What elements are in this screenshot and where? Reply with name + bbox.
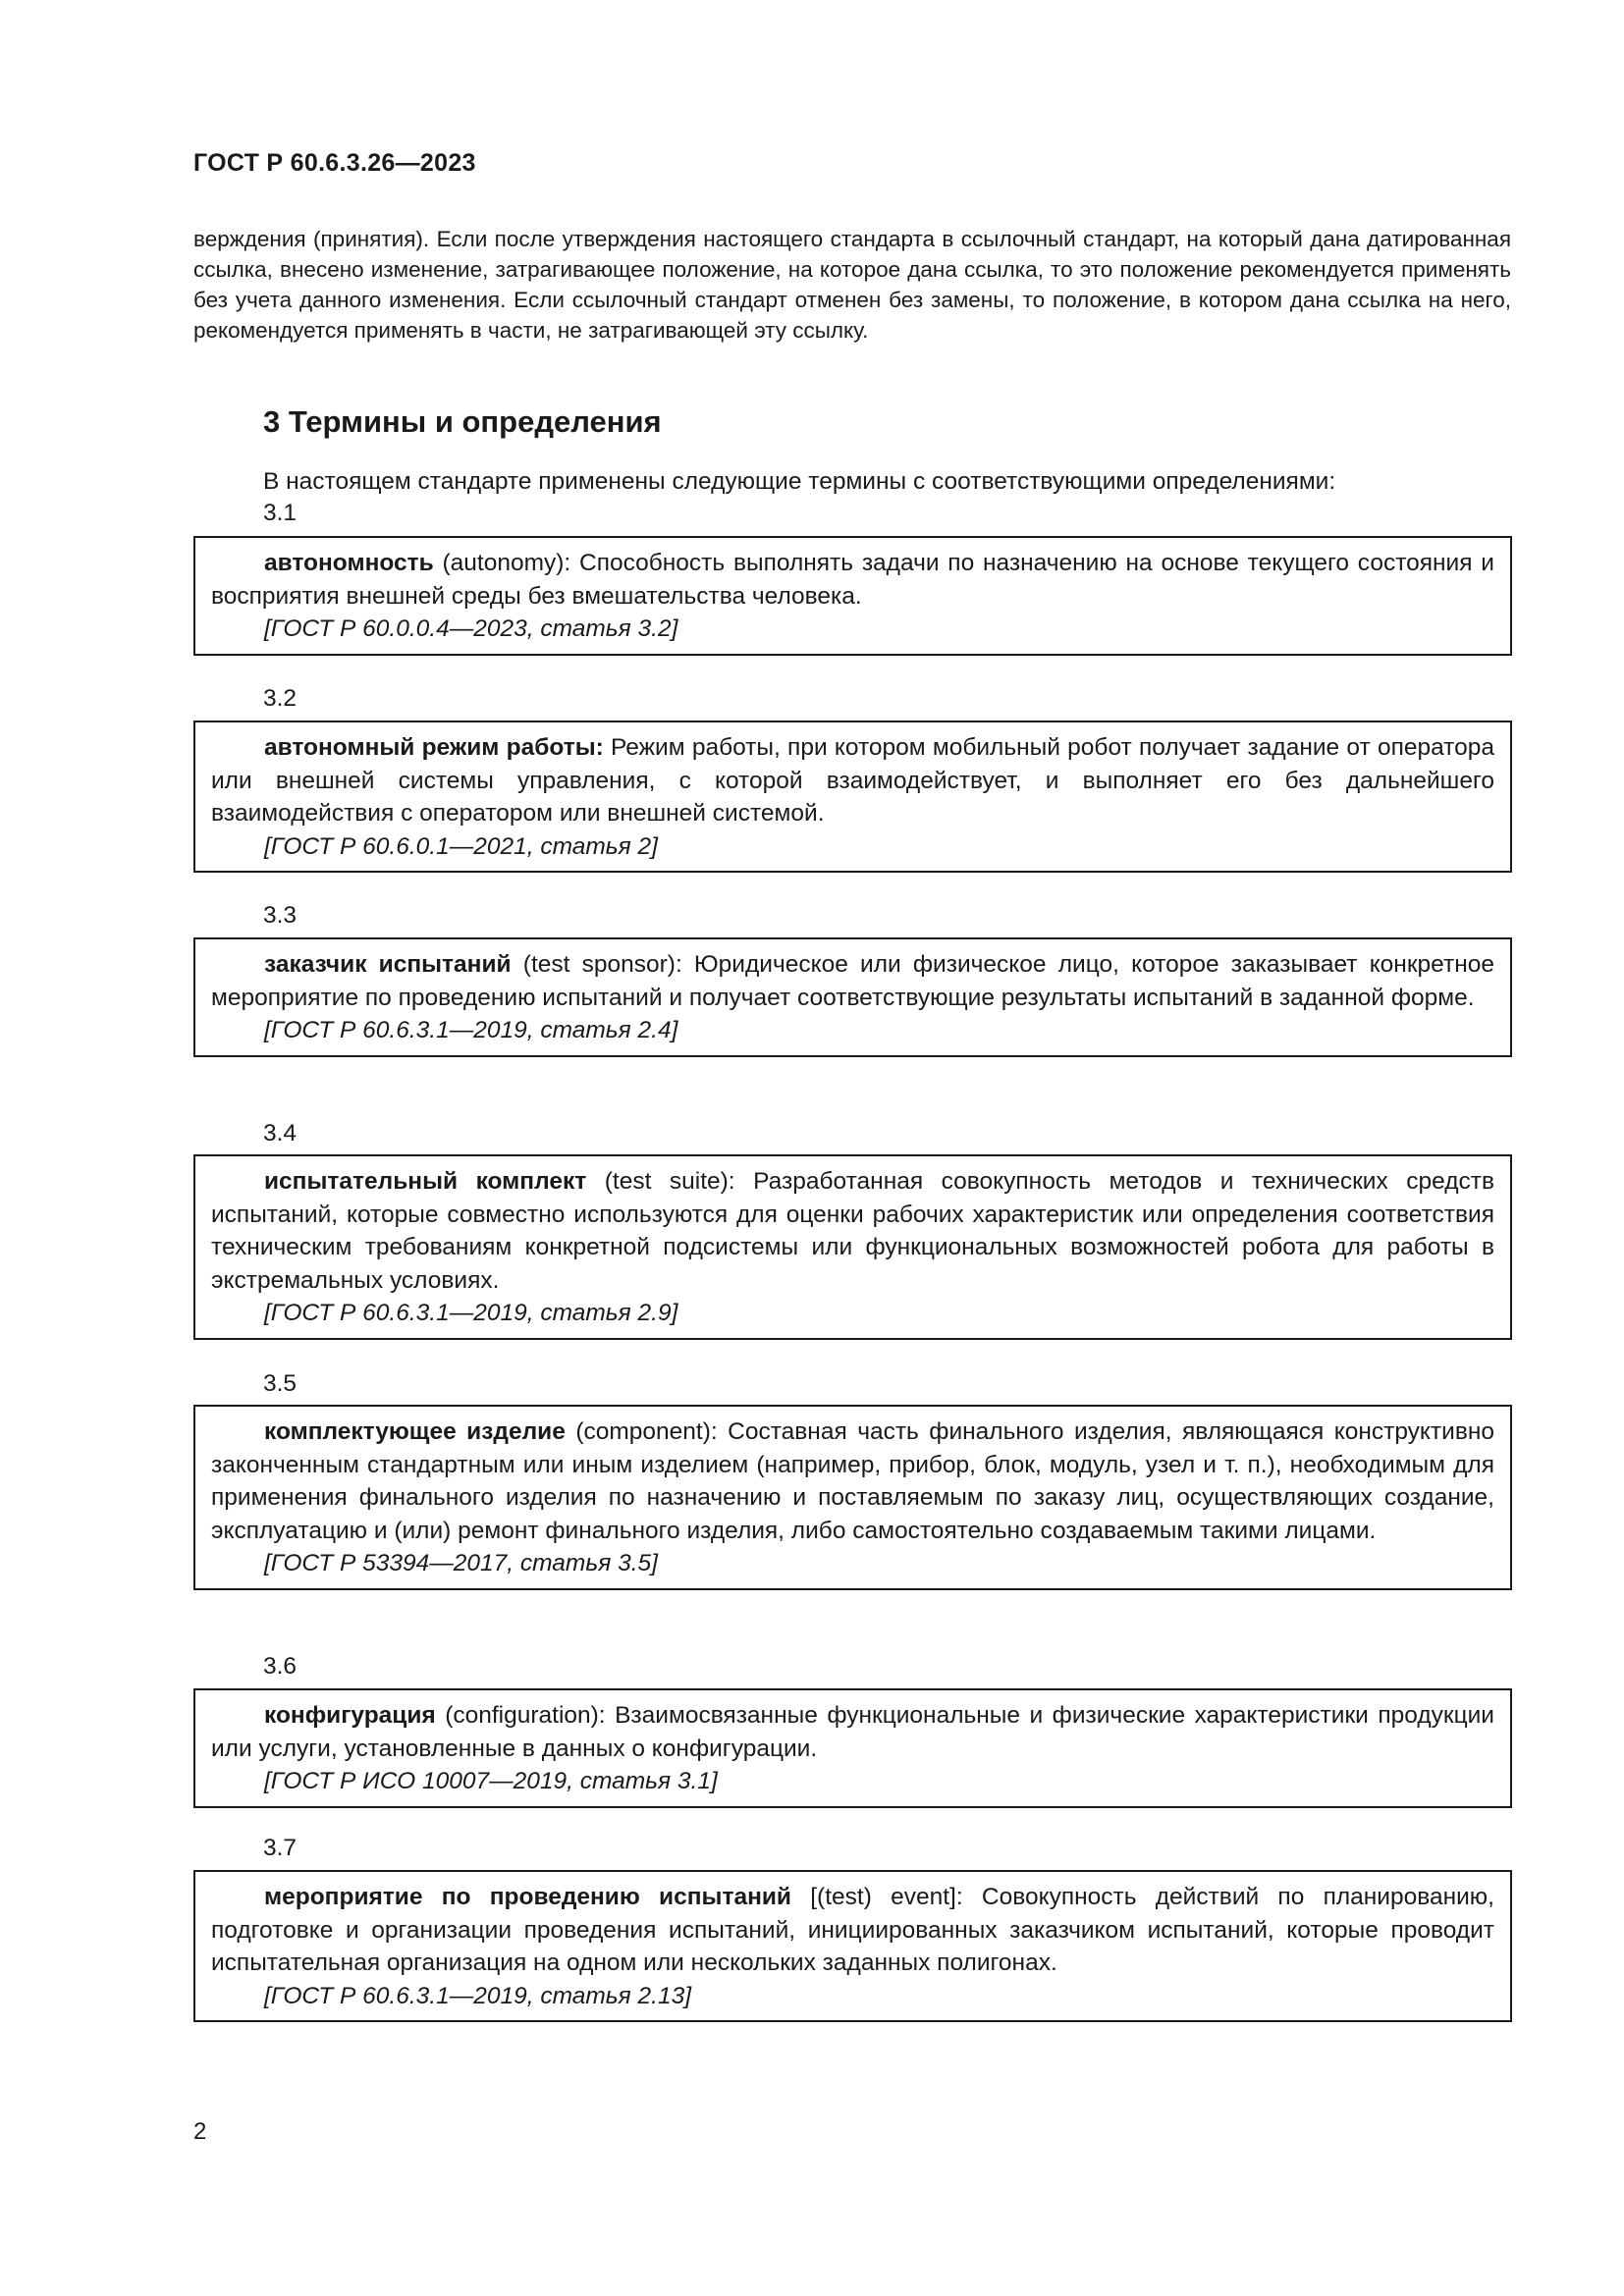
term-word: испытательный комплект — [264, 1168, 587, 1195]
term-text: (configuration): Взаимосвязанные функциональные и физические характеристики продукции или услуги, установленные в данных о конфигурации. — [211, 1702, 1494, 1762]
term-text: Режим работы, при котором мобильный робот получает задание от оператора или внешней системы управления, с которой взаимодействует, и выполняет его без дальнейшего взаимодействия с оператором или внешней системой. — [211, 734, 1494, 827]
term-text: [(test) event]: Совокупность действий по планированию, подготовке и организации проведения испытаний, инициированных заказчиком испытаний, которые проводит испытательная организация на одном или нескольких заданных полигонах. — [211, 1884, 1494, 1976]
term-entry — [193, 721, 1512, 873]
term-word: заказчик испытаний — [264, 951, 512, 978]
standard-header: ГОСТ Р 60.6.3.26—2023 — [193, 149, 476, 177]
term-definition — [211, 1415, 1494, 1547]
term-definition — [211, 1881, 1494, 1980]
page-number: 2 — [193, 2118, 207, 2145]
term-entry — [193, 1870, 1512, 2022]
term-number: 3.2 — [263, 685, 298, 712]
term-word: конфигурация — [264, 1702, 436, 1729]
term-number: 3.4 — [263, 1120, 298, 1147]
term-number: 3.7 — [263, 1835, 298, 1861]
term-number: 3.6 — [263, 1653, 298, 1680]
term-source: [ГОСТ Р 60.6.0.1—2021, статья 2] — [264, 832, 658, 860]
term-source: [ГОСТ Р 60.6.3.1—2019, статья 2.13] — [264, 1982, 692, 2009]
term-word: комплектующее изделие — [264, 1418, 566, 1445]
term-number: 3.1 — [263, 500, 298, 526]
term-entry — [193, 1405, 1512, 1590]
term-entry — [193, 1154, 1512, 1340]
term-definition — [211, 1165, 1494, 1297]
term-word: автономность — [264, 550, 434, 576]
section-lead: В настоящем стандарте применены следующие термины с соответствующими определениями: — [263, 468, 1336, 495]
term-text: (autonomy): Способность выполнять задачи по назначению на основе текущего состояния и восприятия внешней среды без вмешательства человека. — [211, 550, 1494, 610]
intro-paragraph: верждения (принятия). Если после утверждения настоящего стандарта в ссылочный стандарт, на который дана датированная ссылка, внесено изменение, затрагивающее положение, на которое дана ссылка, то это положение рекомендуется применять без учета данного изменения. Если ссылочный стандарт отменен без замены, то положение, в котором дана ссылка на него, рекомендуется применять в части, не затрагивающей эту ссылку. — [193, 227, 1511, 343]
term-source: [ГОСТ Р 60.0.0.4—2023, статья 3.2] — [264, 615, 678, 642]
term-word: автономный режим работы: — [264, 734, 604, 761]
term-entry — [193, 1688, 1512, 1808]
term-definition — [211, 547, 1494, 613]
term-definition — [211, 948, 1494, 1014]
term-source: [ГОСТ Р 60.6.3.1—2019, статья 2.4] — [264, 1017, 678, 1043]
term-entry — [193, 536, 1512, 656]
term-entry — [193, 937, 1512, 1057]
term-definition — [211, 1699, 1494, 1765]
term-definition — [211, 731, 1494, 830]
term-source: [ГОСТ Р 60.6.3.1—2019, статья 2.9] — [264, 1300, 678, 1326]
term-word: мероприятие по проведению испытаний — [264, 1884, 791, 1910]
section-title: 3 Термины и определения — [263, 404, 662, 439]
term-source: [ГОСТ Р 53394—2017, статья 3.5] — [264, 1550, 658, 1576]
term-text: (test suite): Разработанная совокупность методов и технических средств испытаний, которые совместно используются для оценки рабочих характеристик или определения соответствия техническим требованиям конкретной подсистемы или функциональных возможностей робота для работы в экстремальных условиях. — [211, 1168, 1494, 1294]
term-text: (component): Составная часть финального изделия, являющаяся конструктивно законченным стандартным или иным изделием (например, прибор, блок, модуль, узел и т. п.), необходимым для применения финального изделия по назначению и поставляемым по заказу лиц, осуществляющих создание, эксплуатацию и (или) ремонт финального изделия, либо самостоятельно создаваемым такими лицами. — [211, 1418, 1495, 1544]
term-number: 3.5 — [263, 1370, 298, 1397]
term-number: 3.3 — [263, 902, 298, 929]
term-source: [ГОСТ Р ИСО 10007—2019, статья 3.1] — [264, 1768, 718, 1794]
term-text: (test sponsor): Юридическое или физическое лицо, которое заказывает конкретное мероприятие по проведению испытаний и получает соответствующие результаты испытаний в заданной форме. — [211, 951, 1494, 1011]
